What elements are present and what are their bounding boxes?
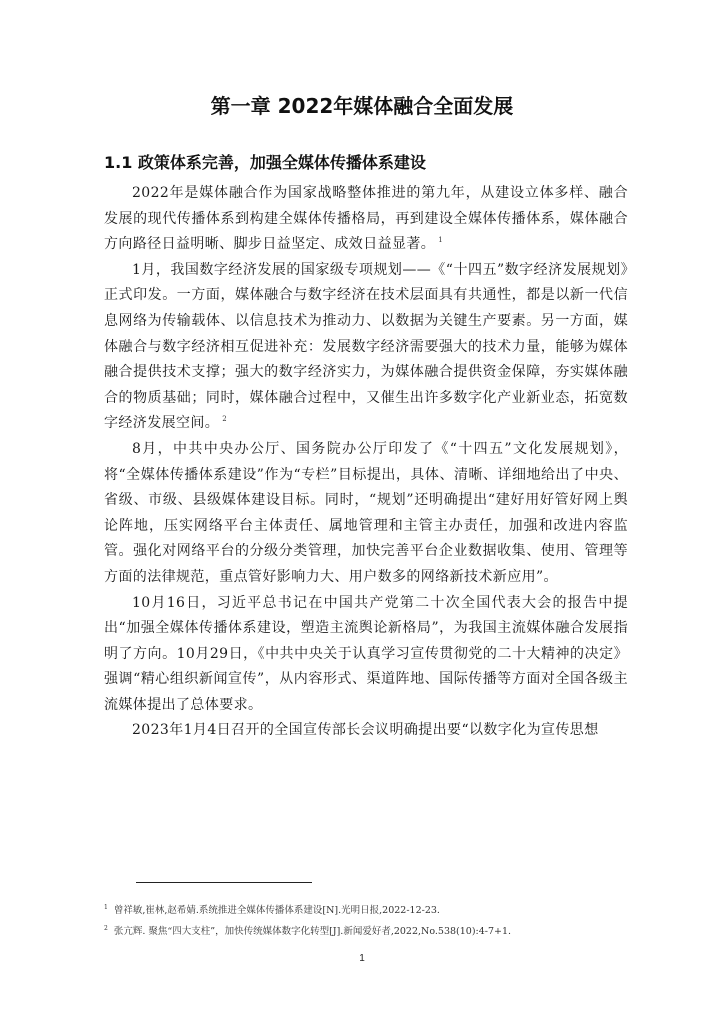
section-title: 1.1 政策体系完善，加强全媒体传播体系建设: [104, 153, 426, 172]
paragraph: [104, 718, 628, 744]
paragraph-text: 1月，我国数字经济发展的国家级专项规划——《“十四五”数字经济发展规划》正式印发。一方面，媒体融合与数字经济在技术层面具有共通性，都是以新一代信息网络为传输载体、以信息技术为推动力、以数据为关键生产要素。另一方面，媒体融合与数字经济相互促进补充：发展数字经济需要强大的技术力量，能够为媒体融合提供技术支撑；强大的数字经济实力，为媒体融合提供资金保障，夯实媒体融合的物质基础；同时，媒体融合过程中，又催生出许多数字化产业新业态，拓宽数字经济发展空间。: [104, 261, 628, 432]
footnote-text: 张亢辉. 聚焦“四大支柱”，加快传统媒体数字化转型[J].新闻爱好者,2022,No.538(10):4-7+1.: [113, 926, 512, 937]
page-number: 1: [359, 953, 365, 964]
paragraph-text: 8月，中共中央办公厅、国务院办公厅印发了《“十四五”文化发展规划》，将“全媒体传播体系建设”作为“专栏”目标提出，具体、清晰、详细地给出了中央、省级、市级、县级媒体建设目标。同时，“规划”还明确提出“建好用好管好网上舆论阵地，压实网络平台主体责任、属地管理和主管主办责任，加强和改进内容监管。强化对网络平台的分级分类管理，加快完善平台企业数据收集、使用、管理等方面的法律规范，重点管好影响力大、用户数多的网络新技术新应用”。: [104, 440, 628, 585]
footnote-reference[interactable]: 2: [222, 415, 228, 424]
footnotes: [104, 900, 644, 942]
paragraph-text: 2023年1月4日召开的全国宣传部长会议明确提出要“以数字化为宣传思想: [132, 722, 599, 739]
footnote-mark: 1: [104, 904, 108, 911]
paragraph: [104, 258, 628, 437]
footnote-reference[interactable]: 1: [438, 236, 444, 245]
chapter-title: 第一章 2022年媒体融合全面发展: [210, 94, 514, 118]
footnote: [104, 900, 644, 921]
footnote: [104, 921, 644, 942]
paragraph: [104, 591, 628, 719]
paragraph-text: 10月16日，习近平总书记在中国共产党第二十次全国代表大会的报告中提出“加强全媒体传播体系建设，塑造主流舆论新格局”，为我国主流媒体融合发展指明了方向。10月29日，《中共中央关于认真学习宣传贯彻党的二十大精神的决定》强调“精心组织新闻宣传”，从内容形式、渠道阵地、国际传播等方面对全国各级主流媒体提出了总体要求。: [104, 594, 628, 713]
paragraph: [104, 437, 628, 591]
paragraph: [104, 181, 628, 258]
footnote-separator: [136, 882, 312, 883]
footnote-text: 曾祥敏,崔林,赵希婧.系统推进全媒体传播体系建设[N].光明日报,2022-12-23.: [113, 905, 440, 916]
paragraph-text: 2022年是媒体融合作为国家战略整体推进的第九年，从建设立体多样、融合发展的现代传播体系到构建全媒体传播格局，再到建设全媒体传播体系，媒体融合方向路径日益明晰、脚步日益坚定、成效日益显著。: [104, 185, 628, 253]
footnote-mark: 2: [104, 925, 108, 932]
body-text: [104, 181, 628, 744]
